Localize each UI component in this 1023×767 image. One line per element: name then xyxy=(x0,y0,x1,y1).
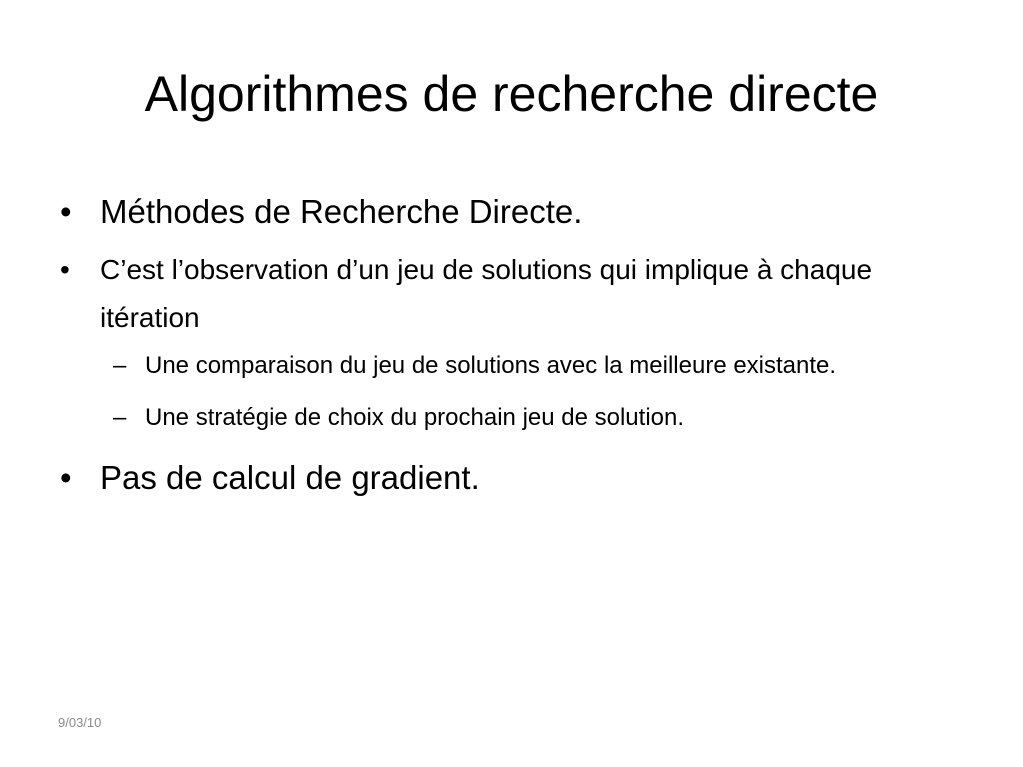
bullet-icon: • xyxy=(60,459,72,496)
sub-item-2 xyxy=(58,398,958,438)
sub-item-2-text: Une stratégie de choix du prochain jeu de solution. xyxy=(145,404,685,431)
bullet-item-1-text: Méthodes de Recherche Directe. xyxy=(100,193,583,230)
dash-icon: – xyxy=(113,352,127,379)
sub-item-1 xyxy=(58,346,958,386)
slide-body xyxy=(58,188,958,502)
bullet-item-3-text: Pas de calcul de gradient. xyxy=(100,459,480,496)
slide-date: 9/03/10 xyxy=(58,715,102,730)
bullet-icon: • xyxy=(60,254,70,285)
bullet-item-1 xyxy=(58,188,958,236)
bullet-item-2-text: C’est l’observation d’un jeu de solutions qui implique à chaque itération xyxy=(100,254,873,333)
dash-icon: – xyxy=(113,404,127,431)
slide-title: Algorithmes de recherche directe xyxy=(144,66,879,122)
bullet-item-3 xyxy=(58,454,958,502)
sub-item-1-text: Une comparaison du jeu de solutions avec la meilleure existante. xyxy=(145,352,837,379)
bullet-item-2 xyxy=(58,246,958,342)
bullet-icon: • xyxy=(60,193,72,230)
